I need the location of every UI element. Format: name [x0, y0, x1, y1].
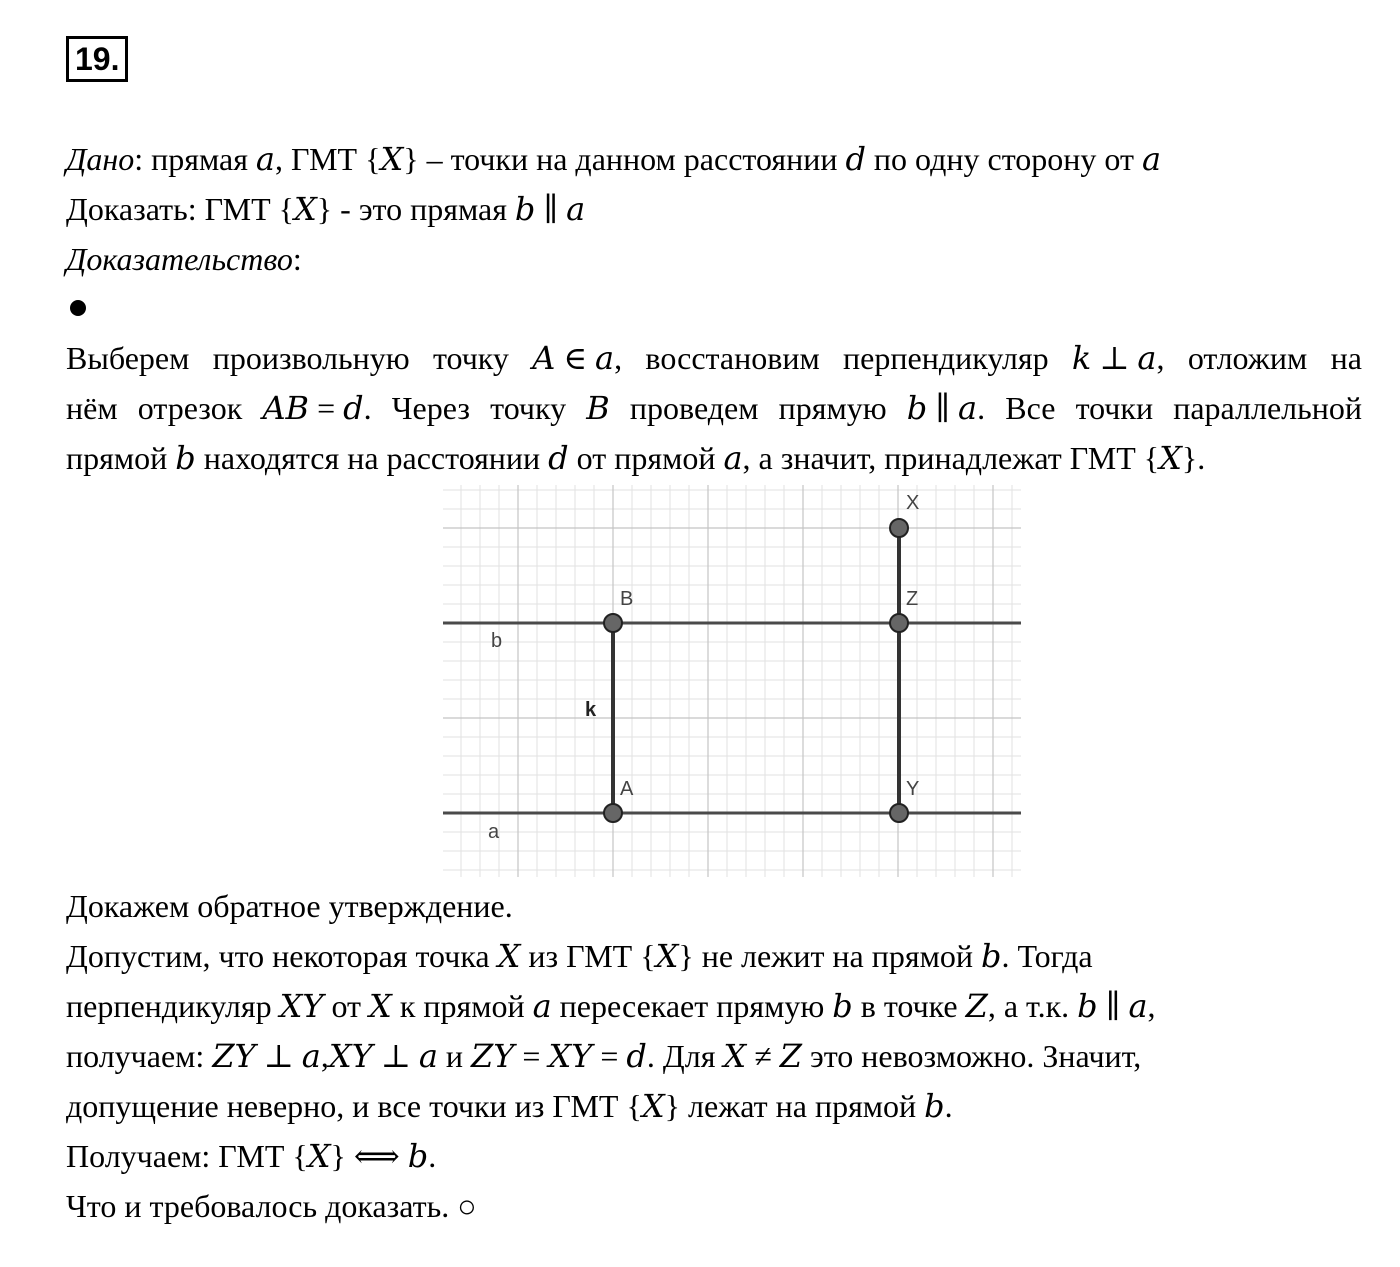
- word: точку: [432, 340, 509, 376]
- label-k: k: [585, 699, 597, 721]
- word: отложим: [1187, 340, 1308, 376]
- word: прямую: [778, 390, 887, 426]
- word: отрезок: [137, 390, 243, 426]
- point-a: [604, 804, 622, 822]
- part1-line-3: прямой 𝑏 находятся на расстоянии 𝑑 от прямой 𝑎, а значит, принадлежат ГМТ {𝑋}.: [66, 440, 1206, 476]
- prove-line: Доказать: ГМТ {𝑋} - это прямая 𝑏 ∥ 𝑎: [66, 191, 586, 227]
- word: 𝑏 ∥ 𝑎.: [906, 390, 986, 426]
- part2-line-3: перпендикуляр 𝑋𝑌 от 𝑋 к прямой 𝑎 пересекает прямую 𝑏 в точке 𝑍, а т.к. 𝑏 ∥ 𝑎,: [66, 988, 1156, 1024]
- part2-line-2: Допустим, что некоторая точка 𝑋 из ГМТ {𝑋} не лежит на прямой 𝑏. Тогда: [66, 938, 1093, 974]
- part2-line-6: Получаем: ГМТ {𝑋} ⟺ 𝑏.: [66, 1138, 437, 1174]
- label-line-b: b: [491, 630, 503, 652]
- word: Все: [1005, 390, 1056, 426]
- word: перпендикуляр: [843, 340, 1049, 376]
- word: произвольную: [212, 340, 410, 376]
- part2-line-1: Докажем обратное утверждение.: [66, 888, 513, 924]
- label-line-a: a: [488, 821, 500, 843]
- word: восстановим: [645, 340, 820, 376]
- word: нём: [66, 390, 118, 426]
- proof-label: Доказательство: [66, 241, 293, 277]
- label-z: Z: [906, 588, 919, 610]
- given-text: : прямая 𝑎, ГМТ {𝑋} – точки на данном расстоянии 𝑑 по одну сторону от 𝑎: [134, 141, 1162, 177]
- word: параллельной: [1173, 390, 1362, 426]
- given-line: [66, 139, 1161, 179]
- part1-line-1: [66, 338, 1362, 378]
- word: 𝐴𝐵 = 𝑑.: [262, 390, 372, 426]
- point-y: [890, 804, 908, 822]
- grid-minor: [443, 485, 1021, 877]
- part2-line-4: получаем: 𝑍𝑌 ⊥ 𝑎,𝑋𝑌 ⊥ 𝑎 и 𝑍𝑌 = 𝑋𝑌 = 𝑑. Для 𝑋 ≠ 𝑍 это невозможно. Значит,: [66, 1038, 1142, 1074]
- part2-line-7: Что и требовалось доказать. ○: [66, 1188, 477, 1224]
- point-z: [890, 614, 908, 632]
- grid-major: [443, 485, 1021, 877]
- word: 𝐵: [586, 390, 610, 426]
- point-x: [890, 519, 908, 537]
- word: Выберем: [66, 340, 190, 376]
- word: 𝐴 ∈ 𝑎,: [532, 340, 623, 376]
- word: Через: [391, 390, 470, 426]
- bullet-marker: [70, 300, 86, 316]
- word: точки: [1075, 390, 1154, 426]
- label-y: Y: [906, 778, 920, 800]
- given-label: Дано: [66, 141, 135, 177]
- label-b-point: B: [620, 588, 634, 610]
- part2-line-5: допущение неверно, и все точки из ГМТ {𝑋} лежат на прямой 𝑏.: [66, 1088, 953, 1124]
- word: на: [1330, 340, 1362, 376]
- label-x: X: [906, 492, 920, 514]
- geometry-figure: [443, 485, 1021, 877]
- proof-suffix: :: [292, 241, 302, 277]
- word: 𝑘 ⊥ 𝑎,: [1071, 340, 1165, 376]
- label-a-point: A: [620, 778, 634, 800]
- point-b: [604, 614, 622, 632]
- figure-svg: [443, 485, 1021, 877]
- word: проведем: [629, 390, 759, 426]
- part1-line-2: [66, 388, 1362, 428]
- problem-number: 19.: [66, 36, 128, 82]
- word: точку: [490, 390, 567, 426]
- proof-line: [66, 239, 302, 279]
